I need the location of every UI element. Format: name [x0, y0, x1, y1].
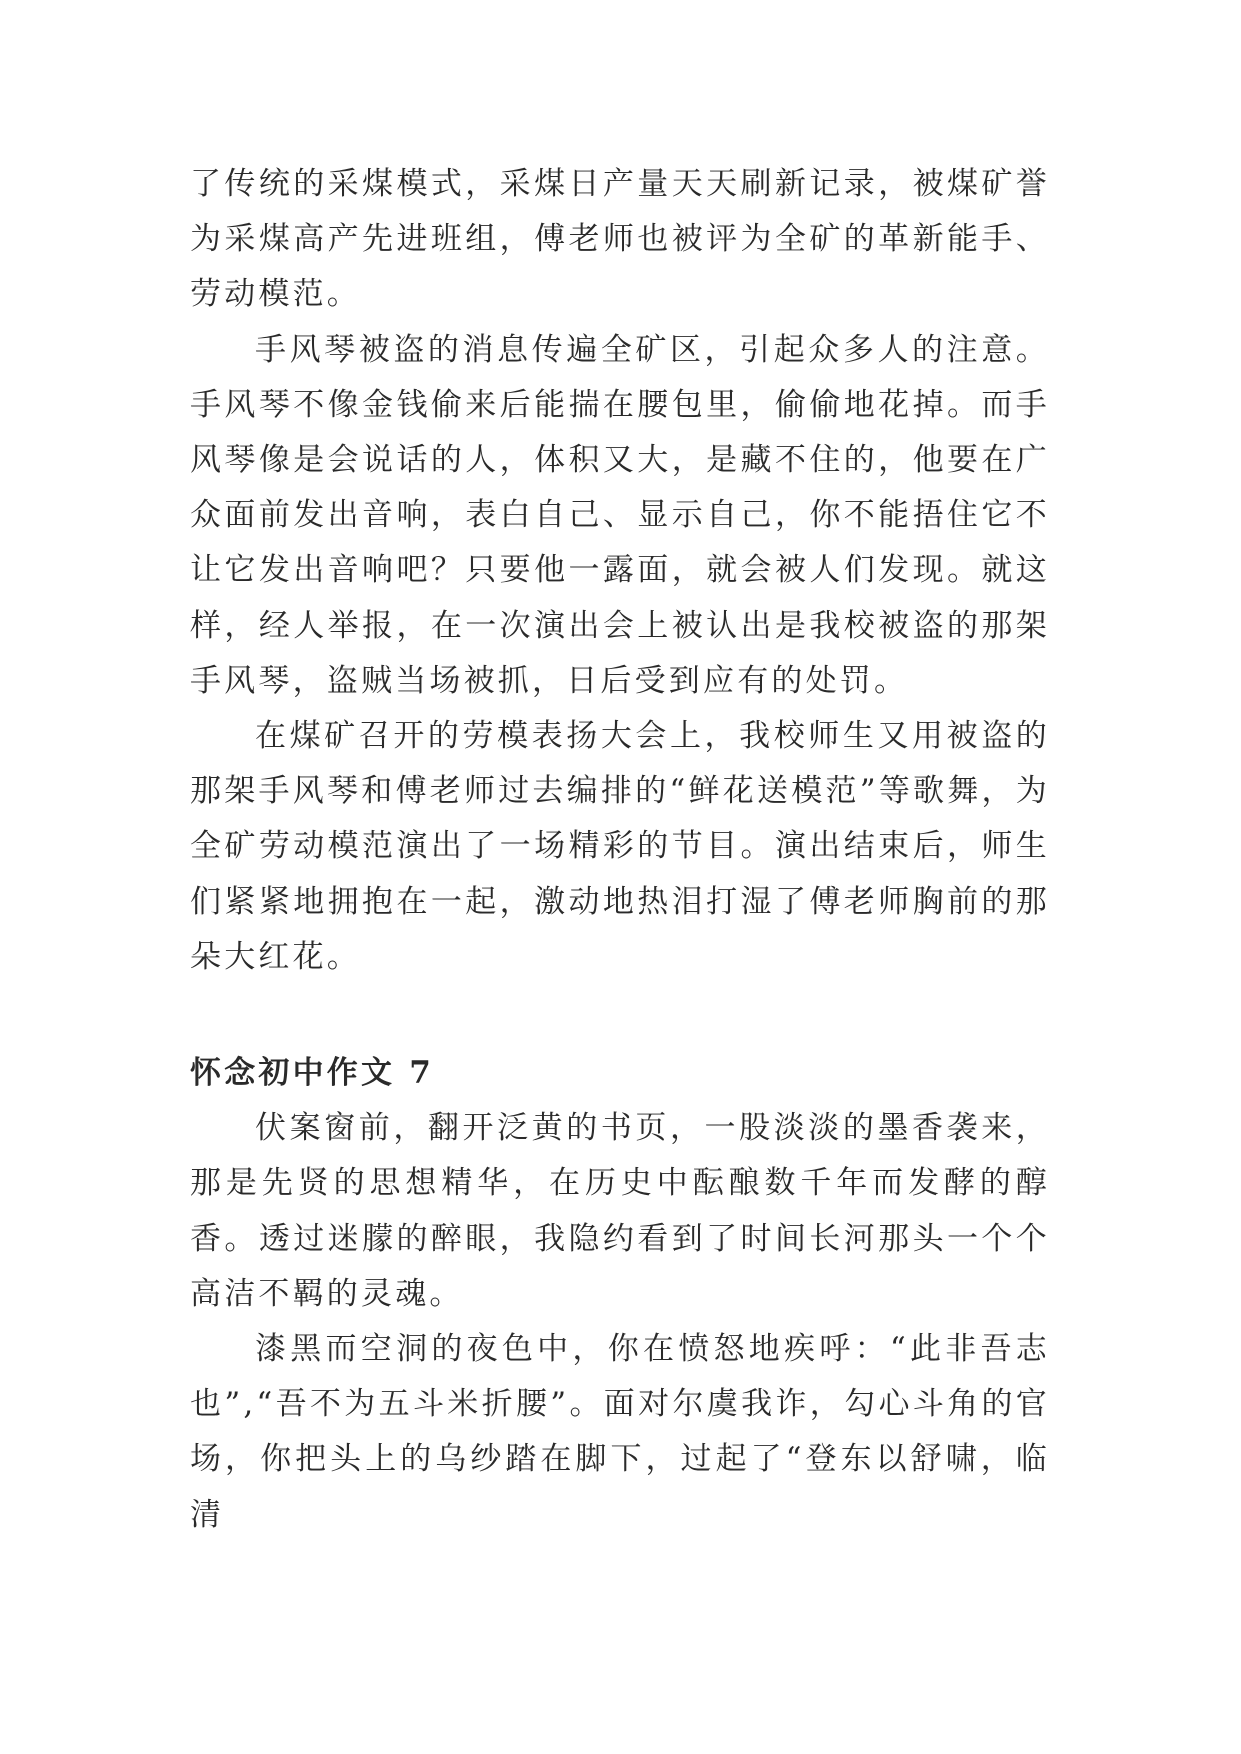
paragraph: 漆黑而空洞的夜色中，你在愤怒地疾呼：“此非吾志也”,“吾不为五斗米折腰”。面对尔虞我诈，勾心斗角的官场，你把头上的乌纱踏在脚下，过起了“登东以舒啸，临清 — [190, 1331, 1050, 1533]
paragraph: 了传统的采煤模式，采煤日产量天天刷新记录，被煤矿誉为采煤高产先进班组，傅老师也被评为全矿的革新能手、劳动模范。 — [190, 166, 1050, 313]
paragraph: 伏案窗前，翻开泛黄的书页，一股淡淡的墨香袭来，那是先贤的思想精华，在历史中酝酿数千年而发酵的醇香。透过迷朦的醉眼，我隐约看到了时间长河那头一个个高洁不羁的灵魂。 — [190, 1110, 1050, 1312]
paragraph: 在煤矿召开的劳模表扬大会上，我校师生又用被盗的那架手风琴和傅老师过去编排的“鲜花送模范”等歌舞，为全矿劳动模范演出了一场精彩的节目。演出结束后，师生们紧紧地拥抱在一起，激动地热泪打湿了傅老师胸前的那朵大红花。 — [190, 718, 1050, 975]
document-body — [190, 157, 1050, 1543]
section-title: 怀念初中作文 7 — [190, 1055, 434, 1092]
paragraph: 手风琴被盗的消息传遍全矿区，引起众多人的注意。手风琴不像金钱偷来后能揣在腰包里，偷偷地花掉。而手风琴像是会说话的人，体积又大，是藏不住的，他要在广众面前发出音响，表白自己、显示自己，你不能捂住它不让它发出音响吧？只要他一露面，就会被人们发现。就这样，经人举报，在一次演出会上被认出是我校被盗的那架手风琴，盗贼当场被抓，日后受到应有的处罚。 — [190, 331, 1050, 699]
